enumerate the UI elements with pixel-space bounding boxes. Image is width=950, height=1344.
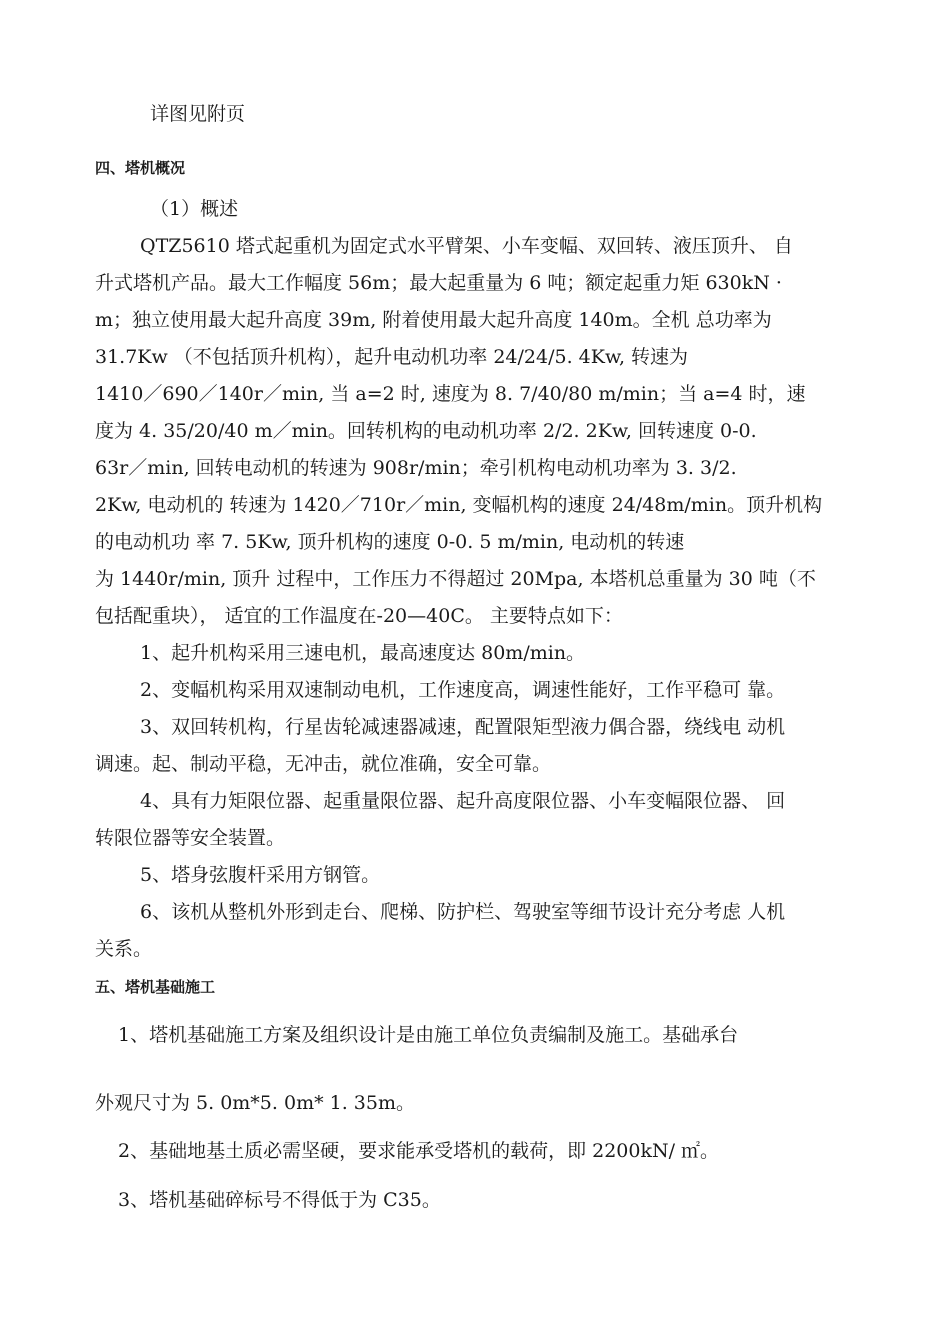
overview-line: 63r／min, 回转电动机的转速为 908r/min；牵引机构电动机功率为 3. 3/2. <box>95 457 737 479</box>
section-5-heading: 五、塔机基础施工 <box>95 978 216 996</box>
overview-line: 为 1440r/min, 顶升 过程中，工作压力不得超过 20Mpa, 本塔机总重量为 30 吨（不 <box>95 568 816 590</box>
feature-item: 6、该机从整机外形到走台、爬梯、防护栏、驾驶室等细节设计充分考虑 人机 <box>140 901 786 923</box>
feature-item-continued: 转限位器等安全装置。 <box>95 827 286 849</box>
feature-item: 3、双回转机构，行星齿轮减速器减速，配置限矩型液力偶合器，绕线电 动机 <box>140 716 786 738</box>
overview-line: 1410／690／140r／min, 当 a=2 时, 速度为 8. 7/40/80 m/min；当 a=4 时，速 <box>95 383 806 405</box>
overview-line: m；独立使用最大起升高度 39m, 附着使用最大起升高度 140m。全机 总功率为 <box>95 309 772 331</box>
section-4-subheading: （1）概述 <box>150 198 239 220</box>
overview-line: 包括配重块）， 适宜的工作温度在-20—40C。 主要特点如下： <box>95 605 623 627</box>
intro-note: 详图见附页 <box>150 103 246 125</box>
feature-item-continued: 关系。 <box>95 938 153 960</box>
overview-line: 升式塔机产品。最大工作幅度 56m；最大起重量为 6 吨；额定起重力矩 630kN · <box>95 272 782 294</box>
foundation-item-continued: 外观尺寸为 5. 0m*5. 0m* 1. 35m。 <box>95 1092 415 1114</box>
section-4-heading: 四、塔机概况 <box>95 159 186 177</box>
foundation-item: 2、基础地基土质必需坚硬，要求能承受塔机的载荷，即 2200kN/ ㎡。 <box>118 1140 720 1162</box>
overview-line: 31.7Kw （不包括顶升机构），起升电动机功率 24/24/5. 4Kw, 转速为 <box>95 346 689 368</box>
overview-line: QTZ5610 塔式起重机为固定式水平臂架、小车变幅、双回转、液压顶升、 自 <box>140 235 793 257</box>
foundation-item: 3、塔机基础碎标号不得低于为 C35。 <box>118 1189 441 1211</box>
feature-item: 5、塔身弦腹杆采用方钢管。 <box>140 864 381 886</box>
feature-item: 1、起升机构采用三速电机，最高速度达 80m/min。 <box>140 642 586 664</box>
overview-line: 度为 4. 35/20/40 m／min。回转机构的电动机功率 2/2. 2Kw, 回转速度 0-0. <box>95 420 757 442</box>
foundation-item: 1、塔机基础施工方案及组织设计是由施工单位负责编制及施工。基础承台 <box>118 1024 739 1046</box>
feature-item: 4、具有力矩限位器、起重量限位器、起升高度限位器、小车变幅限位器、 回 <box>140 790 786 812</box>
overview-line: 2Kw, 电动机的 转速为 1420／710r／min, 变幅机构的速度 24/48m/min。顶升机构 <box>95 494 823 516</box>
feature-item: 2、变幅机构采用双速制动电机，工作速度高，调速性能好，工作平稳可 靠。 <box>140 679 786 701</box>
feature-item-continued: 调速。起、制动平稳，无冲击，就位准确，安全可靠。 <box>95 753 552 775</box>
overview-line: 的电动机功 率 7. 5Kw, 顶升机构的速度 0-0. 5 m/min, 电动机的转速 <box>95 531 685 553</box>
